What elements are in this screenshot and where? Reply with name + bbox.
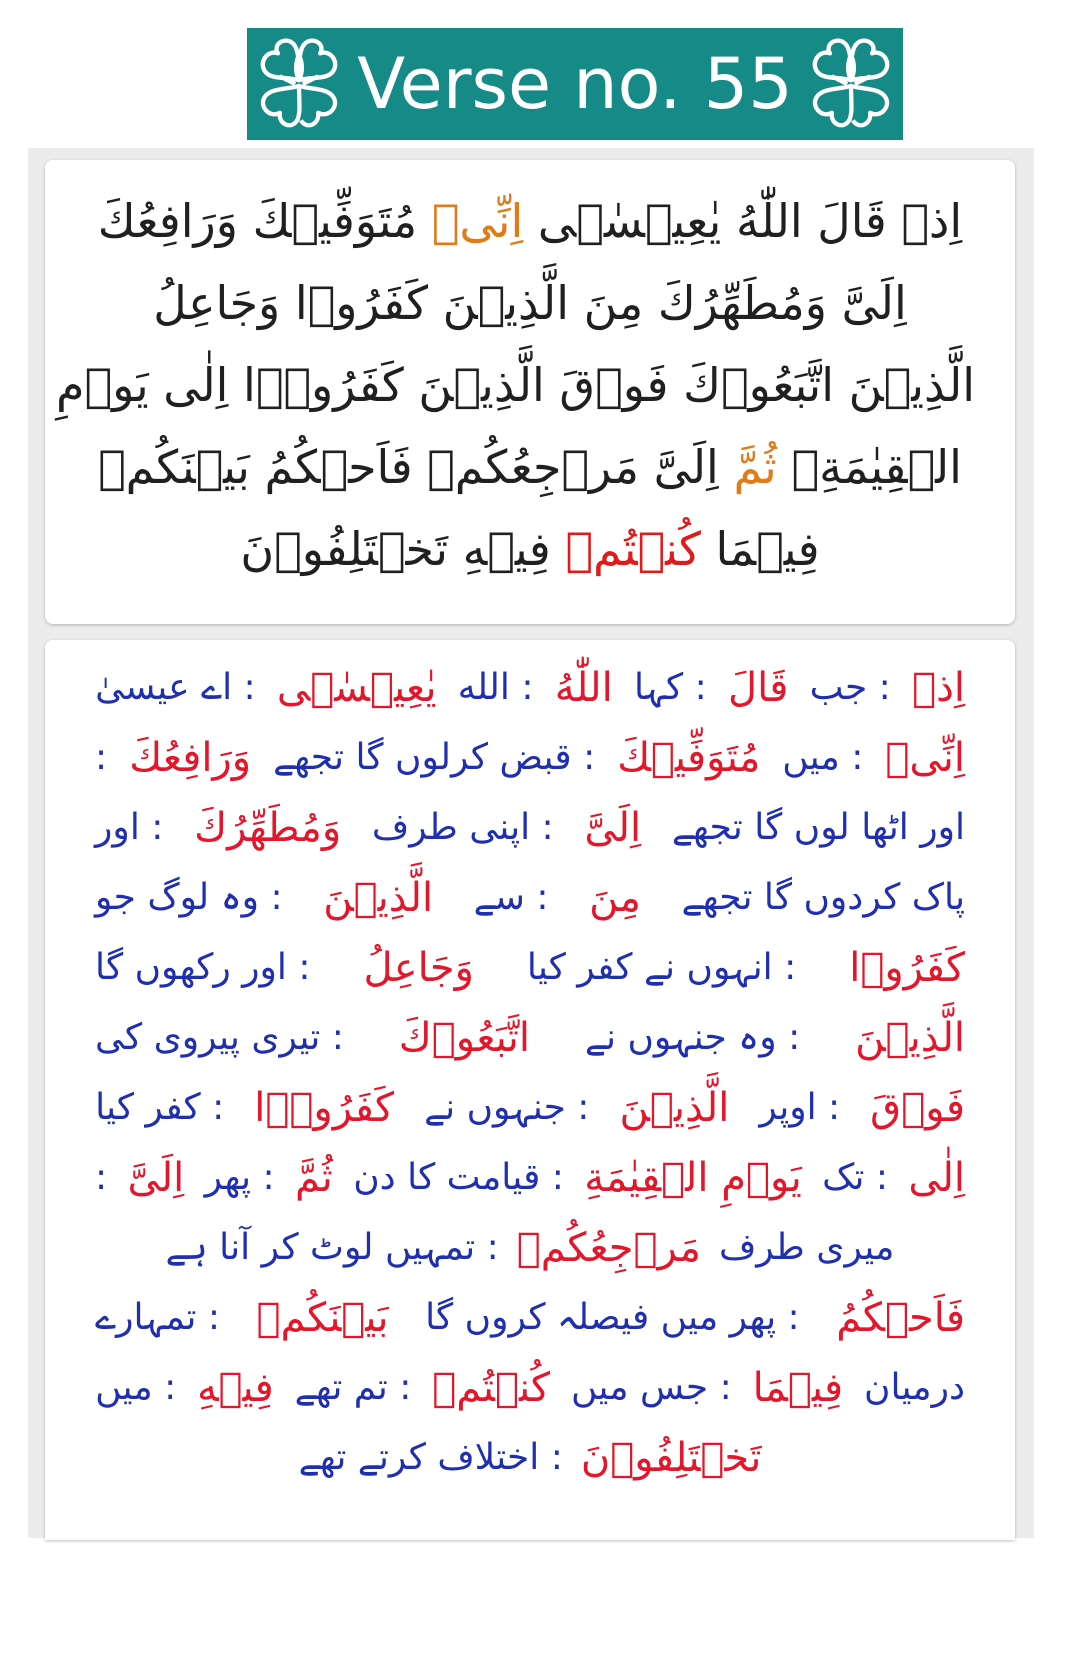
- clover-icon: [803, 38, 899, 130]
- urdu-meaning: پاک کردوں گا تجھے: [681, 877, 965, 918]
- arabic-word: اِلٰى: [908, 1155, 965, 1201]
- urdu-meaning: : کہا: [633, 667, 707, 708]
- verse-line: الۡقِيٰمَةِ​ۚ ثُمَّ اِلَىَّ مَرۡجِعُكُمۡ فَاَحۡكُمُ بَيۡنَكُمۡ: [98, 440, 962, 494]
- urdu-meaning: میری طرف: [718, 1227, 895, 1268]
- arabic-word: بَيۡنَكُمۡ: [256, 1295, 389, 1341]
- arabic-word: اِلَىَّ: [584, 805, 642, 851]
- urdu-meaning: : جنہوں نے: [424, 1087, 590, 1128]
- translation-row: [95, 1155, 965, 1201]
- urdu-meaning: :: [95, 737, 108, 778]
- arabic-word: كَفَرُوۡا: [849, 945, 965, 991]
- translation-row: [95, 945, 965, 991]
- arabic-word: مِنَ: [589, 875, 641, 921]
- urdu-meaning: : اپنی طرف: [371, 807, 554, 848]
- arabic-word: كُنۡتُمۡ: [432, 1365, 551, 1411]
- translation-row: [95, 735, 965, 781]
- urdu-meaning: : قیامت کا دن: [353, 1157, 564, 1198]
- urdu-meaning: : تمہیں لوٹ کر آنا ہے: [165, 1227, 499, 1268]
- urdu-meaning: : تم تھے: [294, 1367, 412, 1408]
- arabic-word: اِنِّىۡ: [885, 735, 965, 781]
- verse-line: فِيۡمَا كُنۡتُمۡ فِيۡهِ تَخۡتَلِفُوۡنَ: [240, 522, 820, 576]
- clover-icon: [251, 38, 347, 130]
- arabic-word: فِيۡمَا: [752, 1365, 844, 1411]
- arabic-word: وَمُطَهِّرُكَ: [194, 805, 342, 851]
- translation-row: [95, 1295, 965, 1341]
- urdu-meaning: : انہوں نے کفر کیا: [526, 947, 797, 988]
- translation-row: [95, 875, 965, 921]
- urdu-meaning: : الله: [457, 667, 534, 708]
- urdu-meaning: : وہ جنہوں نے: [584, 1017, 801, 1058]
- word-translation-card: [45, 640, 1015, 1540]
- verse-header: [247, 28, 903, 140]
- verse-line: الَّذِيۡنَ اتَّبَعُوۡكَ فَوۡقَ الَّذِيۡنَ كَفَرُوۡۤا اِلٰى يَوۡمِ: [56, 358, 975, 412]
- verse-arabic-card: [45, 160, 1015, 624]
- urdu-meaning: : میں: [782, 737, 864, 778]
- urdu-meaning: : قبض کرلوں گا تجھے: [273, 737, 596, 778]
- urdu-meaning: : جب: [809, 667, 891, 708]
- urdu-meaning: : اختلاف کرتے تھے: [298, 1437, 563, 1478]
- arabic-word: يٰعِيۡسٰۤى: [276, 665, 437, 711]
- urdu-meaning: : سے: [473, 877, 549, 918]
- urdu-meaning: : پھر: [204, 1157, 275, 1198]
- arabic-word: اِذۡ: [912, 665, 965, 711]
- arabic-word: اِلَىَّ: [127, 1155, 185, 1201]
- arabic-word: تَخۡتَلِفُوۡنَ: [580, 1435, 762, 1481]
- arabic-word: كَفَرُوۡۤا: [254, 1085, 395, 1131]
- verse-line: اِذۡ قَالَ اللّٰهُ يٰعِيۡسٰۤى اِنِّىۡ مُتَوَفِّيۡكَ وَرَافِعُكَ: [97, 194, 963, 248]
- urdu-meaning: : کفر کیا: [95, 1087, 225, 1128]
- translation-row: [95, 1225, 965, 1271]
- urdu-meaning: : اے عیسیٰ: [95, 667, 256, 708]
- arabic-word: وَجَاعِلُ: [363, 945, 474, 991]
- translation-row: [95, 1435, 965, 1481]
- arabic-word: ثُمَّ: [295, 1155, 333, 1201]
- arabic-word: يَوۡمِ الۡقِيٰمَةِ: [584, 1155, 802, 1201]
- arabic-word: فَوۡقَ: [870, 1085, 965, 1131]
- urdu-meaning: : تمہارے: [95, 1297, 220, 1338]
- urdu-meaning: اور اٹھا لوں گا تجھے: [671, 807, 965, 848]
- urdu-meaning: :: [95, 1157, 108, 1198]
- arabic-word: مَرۡجِعُكُمۡ: [516, 1225, 701, 1271]
- verse-title: Verse no. 55: [357, 43, 793, 125]
- arabic-word: الَّذِيۡنَ: [323, 875, 434, 921]
- translation-row: [95, 1015, 965, 1061]
- arabic-word: مُتَوَفِّيۡكَ: [617, 735, 761, 781]
- urdu-meaning: درمیان: [864, 1367, 965, 1408]
- urdu-meaning: : پھر میں فیصلہ کروں گا: [425, 1297, 800, 1338]
- arabic-word: قَالَ: [728, 665, 789, 711]
- urdu-meaning: : میں: [95, 1367, 177, 1408]
- arabic-word: اتَّبَعُوۡكَ: [398, 1015, 530, 1061]
- urdu-meaning: : تیری پیروی کی: [95, 1017, 344, 1058]
- urdu-meaning: : جس میں: [570, 1367, 732, 1408]
- translation-row: [95, 665, 965, 711]
- arabic-word: الَّذِيۡنَ: [855, 1015, 965, 1061]
- arabic-word: وَرَافِعُكَ: [129, 735, 252, 781]
- arabic-word: فِيۡهِ: [197, 1365, 274, 1411]
- arabic-word: فَاَحۡكُمُ: [836, 1295, 965, 1341]
- urdu-meaning: : تک: [822, 1157, 888, 1198]
- urdu-meaning: : اور رکھوں گا: [95, 947, 311, 988]
- translation-row: [95, 1085, 965, 1131]
- urdu-meaning: : اوپر: [759, 1087, 841, 1128]
- translation-row: [95, 805, 965, 851]
- urdu-meaning: : اور: [95, 807, 164, 848]
- arabic-word: اللّٰهُ: [554, 665, 613, 711]
- translation-row: [95, 1365, 965, 1411]
- arabic-word: الَّذِيۡنَ: [619, 1085, 730, 1131]
- verse-line: اِلَىَّ وَمُطَهِّرُكَ مِنَ الَّذِيۡنَ كَفَرُوۡا وَجَاعِلُ: [153, 276, 907, 330]
- urdu-meaning: : وہ لوگ جو: [95, 877, 283, 918]
